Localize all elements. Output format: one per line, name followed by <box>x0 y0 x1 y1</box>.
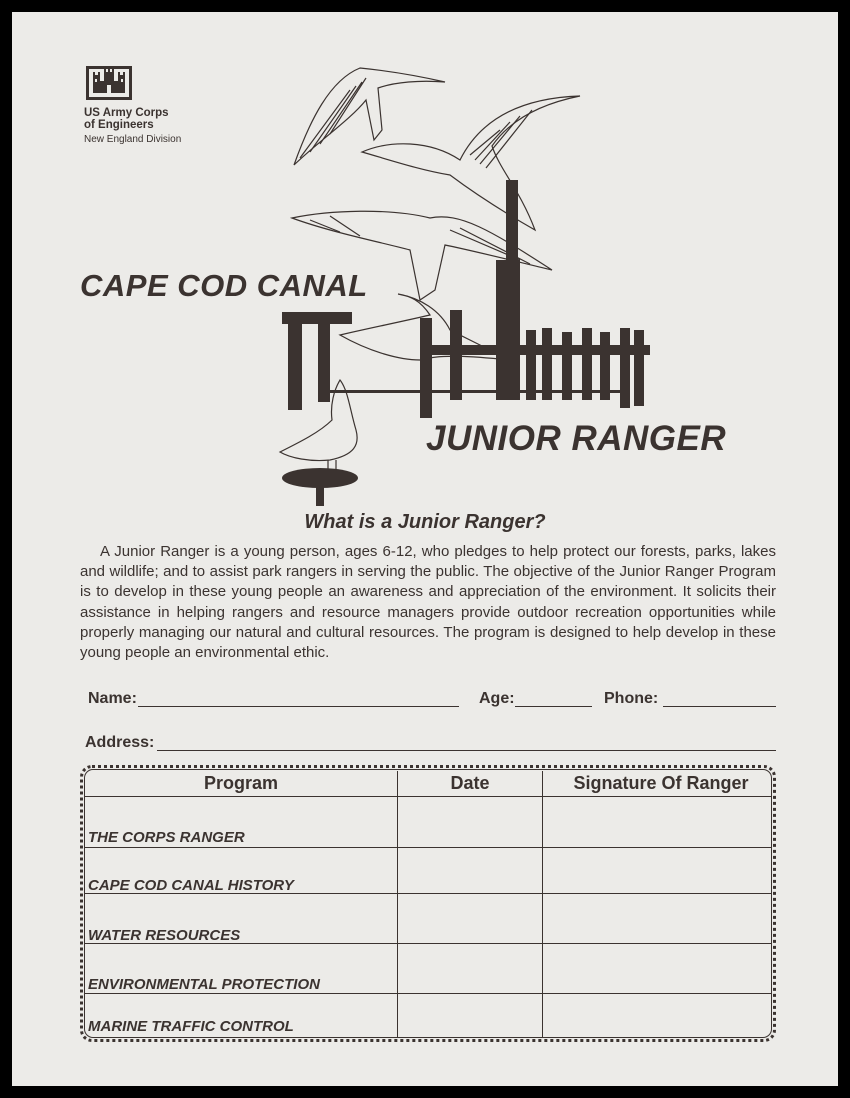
program-row-1: THE CORPS RANGER <box>88 829 245 846</box>
column-divider <box>542 771 543 1037</box>
intro-paragraph: A Junior Ranger is a young person, ages 6-12, who pledges to help protect our forests, parks, lakes and wildlife; and to assist park rangers in serving the public. The objective of the Junior Ranger Program is to develop in these young people an awareness and appreciation of the environment. It solicits their assistance in helping rangers and resource managers provide outdoor recreation opportunities while properly managing our natural and cultural resources. The program is designed to help develop in these young people an environmental ethic. <box>80 543 776 662</box>
org-name-line2: of Engineers <box>84 119 154 131</box>
header-date: Date <box>450 773 490 793</box>
address-field[interactable] <box>157 750 776 751</box>
header-program: Program <box>203 773 279 793</box>
address-label: Address: <box>85 734 155 751</box>
org-division: New England Division <box>84 134 182 145</box>
section-heading: What is a Junior Ranger? <box>304 511 546 533</box>
program-row-4: ENVIRONMENTAL PROTECTION <box>88 976 320 993</box>
age-field[interactable] <box>515 706 592 707</box>
castle-icon <box>86 66 132 100</box>
name-field[interactable] <box>138 706 459 707</box>
org-name-line1: US Army Corps <box>84 107 169 119</box>
column-divider <box>397 771 398 1037</box>
phone-label: Phone: <box>604 690 659 707</box>
row-divider <box>85 993 771 994</box>
row-divider <box>85 796 771 797</box>
title-line2: JUNIOR RANGER <box>426 419 727 458</box>
program-row-5: MARINE TRAFFIC CONTROL <box>88 1018 294 1035</box>
name-label: Name: <box>88 690 137 707</box>
row-divider <box>85 847 771 848</box>
title-line1: CAPE COD CANAL <box>80 268 368 303</box>
program-row-3: WATER RESOURCES <box>88 927 241 944</box>
age-label: Age: <box>479 690 515 707</box>
program-row-2: CAPE COD CANAL HISTORY <box>88 877 294 894</box>
program-table <box>84 769 772 1038</box>
header-signature: Signature Of Ranger <box>573 773 749 793</box>
phone-field[interactable] <box>663 706 776 707</box>
